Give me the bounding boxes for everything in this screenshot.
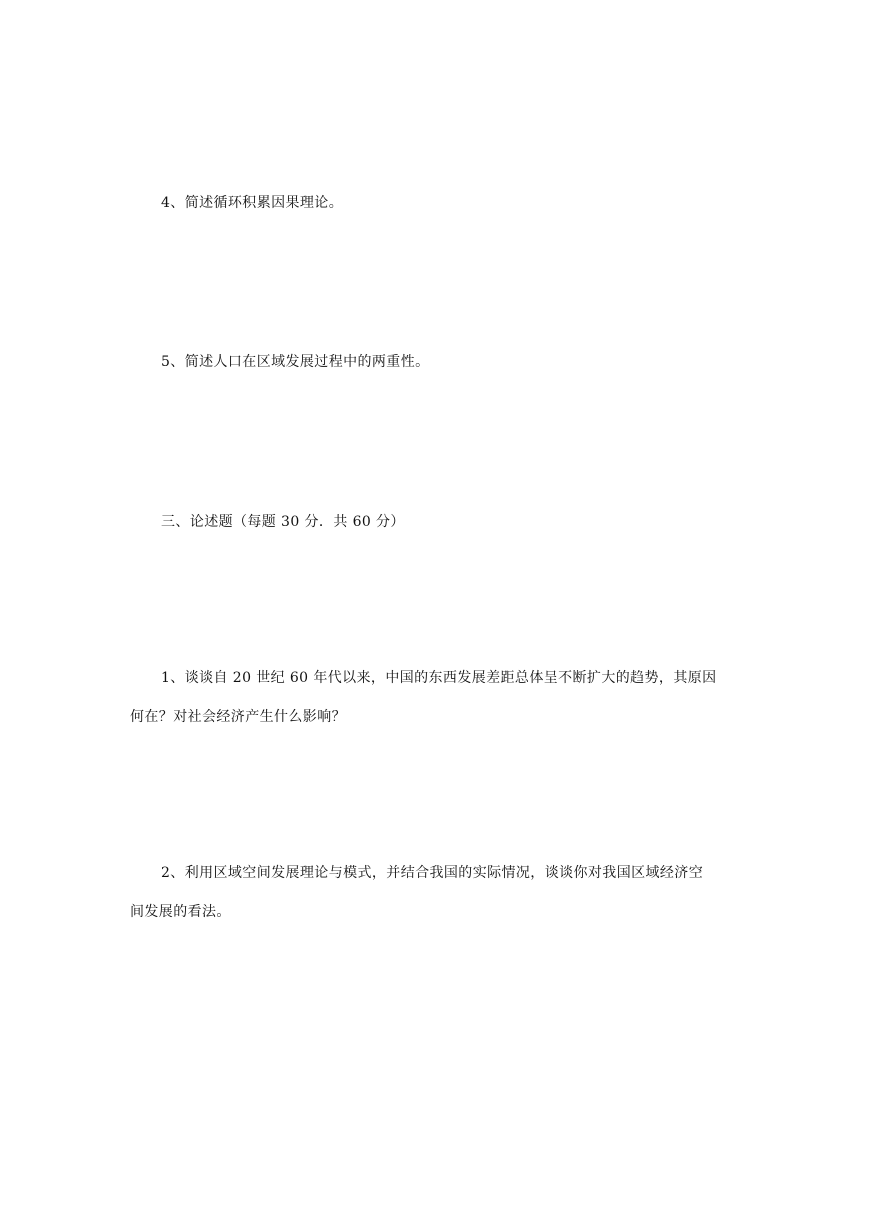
essay-question-2-line-2: 间发展的看法。 <box>130 904 231 920</box>
question-4: 4、简述循环积累因果理论。 <box>161 195 344 211</box>
question-5: 5、简述人口在区域发展过程中的两重性。 <box>161 354 430 370</box>
section-heading: 三、论述题（每题 30 分．共 60 分） <box>161 514 405 530</box>
essay-question-1-line-1: 1、谈谈自 20 世纪 60 年代以来，中国的东西发展差距总体呈不断扩大的趋势，其原因 <box>161 670 717 686</box>
essay-question-2-line-1: 2、利用区域空间发展理论与模式，并结合我国的实际情况，谈谈你对我国区域经济空 <box>161 865 704 881</box>
essay-question-1-line-2: 何在？对社会经济产生什么影响？ <box>130 709 346 725</box>
